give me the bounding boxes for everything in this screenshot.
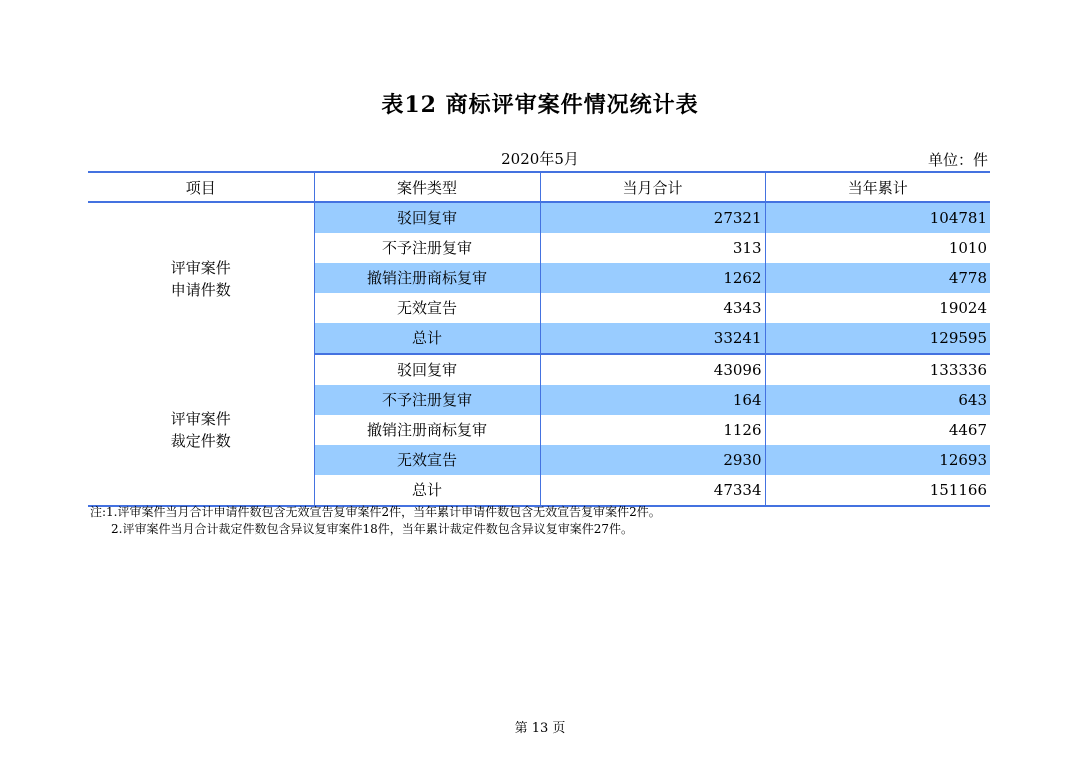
unit-label: 单位：件 <box>927 151 988 169</box>
year-total-cell: 643 <box>765 385 990 415</box>
case-type-cell: 总计 <box>314 475 540 506</box>
case-type-cell: 撤销注册商标复审 <box>314 263 540 293</box>
note-line: 注:1.评审案件当月合计申请件数包含无效宣告复审案件2件，当年累计申请件数包含无效宣告复审案件2件。 <box>90 505 661 519</box>
header-case-type: 案件类型 <box>314 172 540 202</box>
month-total-cell: 43096 <box>540 354 765 385</box>
case-type-cell: 不予注册复审 <box>314 385 540 415</box>
table-notes <box>90 504 661 538</box>
page-number: 第 13 页 <box>514 721 566 736</box>
month-total-cell: 313 <box>540 233 765 263</box>
note-line: 2.评审案件当月合计裁定件数包含异议复审案件18件，当年累计裁定件数包含异议复审案件27件。 <box>111 522 633 536</box>
case-type-cell: 无效宣告 <box>314 445 540 475</box>
group-label-line: 评审案件 <box>170 409 231 428</box>
group-label-decisions <box>88 354 314 506</box>
month-total-cell: 27321 <box>540 202 765 233</box>
table-row <box>88 202 990 233</box>
table-row <box>88 354 990 385</box>
year-total-cell: 12693 <box>765 445 990 475</box>
case-type-cell: 总计 <box>314 323 540 354</box>
case-type-cell: 撤销注册商标复审 <box>314 415 540 445</box>
year-total-cell: 4467 <box>948 421 987 439</box>
year-total-cell: 151166 <box>765 475 990 506</box>
year-total-cell: 4778 <box>765 263 990 293</box>
month-total-cell: 4343 <box>540 293 765 323</box>
month-total-cell: 47334 <box>540 475 765 506</box>
header-year-total: 当年累计 <box>765 172 990 202</box>
year-total-cell: 104781 <box>765 202 990 233</box>
header-item: 项目 <box>88 172 314 202</box>
group-label-line: 申请件数 <box>170 280 231 299</box>
case-type-cell: 驳回复审 <box>314 354 540 385</box>
case-type-cell: 驳回复审 <box>314 202 540 233</box>
statistics-table <box>88 171 990 507</box>
month-total-cell: 2930 <box>540 445 765 475</box>
year-total-cell: 19024 <box>939 299 987 317</box>
year-total-cell: 129595 <box>765 323 990 354</box>
table-header-row <box>88 172 990 202</box>
case-type-cell: 不予注册复审 <box>314 233 540 263</box>
header-month-total: 当月合计 <box>540 172 765 202</box>
case-type-cell: 无效宣告 <box>314 293 540 323</box>
month-total-cell: 164 <box>540 385 765 415</box>
group-label-line: 评审案件 <box>170 258 231 277</box>
report-period: 2020年5月 <box>501 150 579 168</box>
page-title: 表12 商标评审案件情况统计表 <box>381 92 699 118</box>
month-total-cell: 33241 <box>540 323 765 354</box>
month-total-cell: 1126 <box>540 415 765 445</box>
month-total-cell: 1262 <box>540 263 765 293</box>
year-total-cell: 133336 <box>929 361 987 379</box>
group-label-applications <box>88 202 314 354</box>
group-label-line: 裁定件数 <box>170 431 231 450</box>
year-total-cell: 1010 <box>948 239 987 257</box>
